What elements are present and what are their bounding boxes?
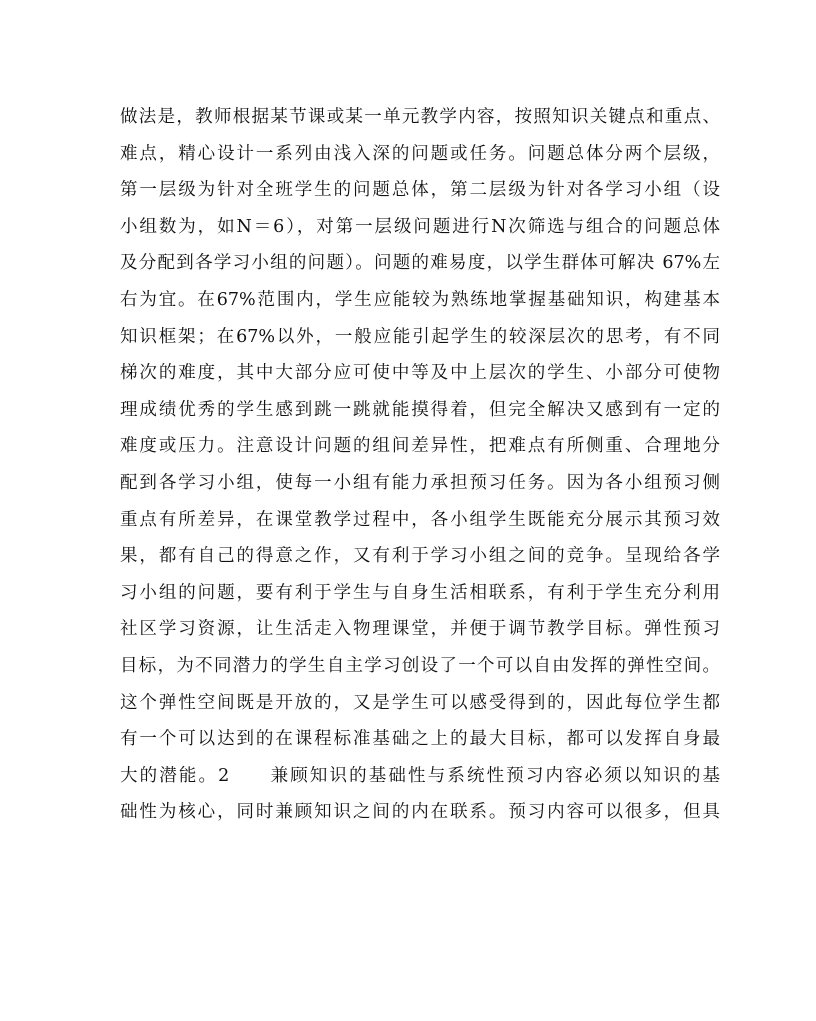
text-line-15: 社区学习资源，让生活走入物理课堂，并便于调节教学目标。弹性预习	[120, 619, 720, 640]
text-line-16: 目标，为不同潜力的学生自主学习创设了一个可以自由发挥的弹性空间。	[120, 655, 720, 676]
text-line-4: 小组数为，如N＝6），对第一层级问题进行N次筛选与组合的问题总体	[120, 216, 720, 237]
text-line-13: 果，都有自己的得意之作，又有利于学习小组之间的竞争。呈现给各学	[120, 546, 720, 567]
text-line-9: 理成绩优秀的学生感到跳一跳就能摸得着，但完全解决又感到有一定的	[120, 399, 720, 420]
text-line-6: 右为宜。在67%范围内，学生应能较为熟练地掌握基础知识，构建基本	[120, 289, 720, 310]
text-line-17: 这个弹性空间既是开放的，又是学生可以感受得到的，因此每位学生都	[120, 692, 720, 713]
text-line-5: 及分配到各学习小组的问题）。问题的难易度，以学生群体可解决 67%左	[120, 253, 720, 274]
text-line-11: 配到各学习小组，使每一小组有能力承担预习任务。因为各小组预习侧	[120, 472, 720, 493]
text-line-20: 础性为核心，同时兼顾知识之间的内在联系。预习内容可以很多，但具	[120, 802, 720, 823]
text-line-18: 有一个可以达到的在课程标准基础之上的最大目标，都可以发挥自身最	[120, 729, 720, 750]
text-line-2: 难点，精心设计一系列由浅入深的问题或任务。问题总体分两个层级，	[120, 143, 720, 164]
text-line-1: 做法是，教师根据某节课或某一单元教学内容，按照知识关键点和重点、	[120, 107, 720, 127]
body-text	[120, 99, 720, 831]
text-line-8: 梯次的难度，其中大部分应可使中等及中上层次的学生、小部分可使物	[120, 363, 720, 384]
text-line-19: 大的潜能。2 兼顾知识的基础性与系统性预习内容必须以知识的基	[120, 765, 720, 786]
text-line-7: 知识框架；在67%以外，一般应能引起学生的较深层次的思考，有不同	[120, 326, 720, 347]
text-line-12: 重点有所差异，在课堂教学过程中，各小组学生既能充分展示其预习效	[120, 509, 720, 530]
text-line-3: 第一层级为针对全班学生的问题总体，第二层级为针对各学习小组（设	[120, 180, 720, 201]
text-line-10: 难度或压力。注意设计问题的组间差异性，把难点有所侧重、合理地分	[120, 436, 720, 457]
text-line-14: 习小组的问题，要有利于学生与自身生活相联系，有利于学生充分利用	[120, 582, 720, 603]
